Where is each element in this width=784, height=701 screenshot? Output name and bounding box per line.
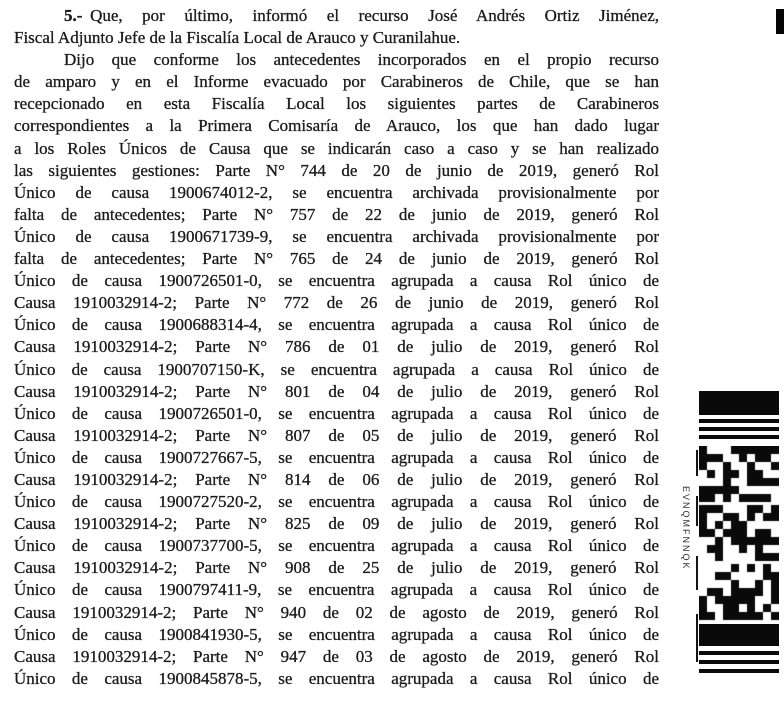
barcode-top-bar: [699, 391, 779, 415]
text-line-content: las siguientes gestiones: Parte N° 744 de 20 de junio de 2019, generó Rol: [14, 160, 659, 180]
text-line: [14, 160, 659, 182]
text-line: [14, 469, 659, 491]
document-body: [14, 5, 659, 690]
text-line: [14, 403, 659, 425]
text-line-content: Causa 1910032914-2; Parte N° 807 de 05 de julio de 2019, generó Rol: [14, 425, 659, 445]
text-line-content: Causa 1910032914-2; Parte N° 908 de 25 de julio de 2019, generó Rol: [14, 558, 659, 578]
text-line-content: Fiscal Adjunto Jefe de la Fiscalía Local de Arauco y Curanilahue.: [14, 28, 461, 48]
text-line-content: Causa 1910032914-2; Parte N° 825 de 09 de julio de 2019, generó Rol: [14, 514, 659, 534]
text-line-content: Único de causa 1900688314-4, se encuentra agrupada a causa Rol único de: [14, 315, 659, 335]
section-number: 5.-: [64, 6, 83, 25]
text-line: [14, 624, 659, 646]
text-line-content: Único de causa 1900841930-5, se encuentra agrupada a causa Rol único de: [14, 624, 659, 644]
text-line: [14, 292, 659, 314]
text-line-content: Dijo que conforme los antecedentes incorporados en el propio recurso: [64, 50, 659, 70]
text-line-content: Único de causa 1900671739-9, se encuentra archivada provisionalmente por: [14, 226, 659, 246]
text-line: [14, 447, 659, 469]
text-line-content: Causa 1910032914-2; Parte N° 940 de 02 de agosto de 2019, generó Rol: [14, 602, 659, 622]
barcode-stripe: [699, 419, 779, 423]
text-line-content: Único de causa 1900797411-9, se encuentra agrupada a causa Rol único de: [14, 580, 659, 600]
scan-artifact: [776, 9, 784, 34]
barcode-bottom-bar: [699, 624, 779, 646]
barcode-stripe: [699, 435, 779, 439]
scan-artifact: [696, 450, 698, 476]
barcode-matrix: [699, 446, 779, 622]
text-line: [14, 381, 659, 403]
barcode-stripe: [699, 651, 779, 655]
text-line-content: falta de antecedentes; Parte N° 757 de 22 de junio de 2019, generó Rol: [14, 204, 659, 224]
text-line-content: recepcionado en esta Fiscalía Local los siguientes partes de Carabineros: [14, 94, 659, 114]
barcode-bottom-stripes: [699, 651, 779, 673]
text-line-content: Causa 1910032914-2; Parte N° 801 de 04 de julio de 2019, generó Rol: [14, 381, 659, 401]
text-line-content: Único de causa 1900726501-0, se encuentra agrupada a causa Rol único de: [14, 271, 659, 291]
text-line: [14, 513, 659, 535]
verification-barcode: [699, 391, 779, 673]
text-line: [14, 557, 659, 579]
text-line: [14, 5, 659, 27]
text-line-content: Único de causa 1900726501-0, se encuentra agrupada a causa Rol único de: [14, 403, 659, 423]
text-line-content: de amparo y en el Informe evacuado por Carabineros de Chile, que se han: [14, 72, 659, 92]
text-line: [14, 49, 659, 71]
text-line-content: Único de causa 1900727520-2, se encuentra agrupada a causa Rol único de: [14, 492, 659, 512]
barcode-stripe: [699, 427, 779, 431]
text-line-content: Único de causa 1900727667-5, se encuentra agrupada a causa Rol único de: [14, 447, 659, 467]
text-line: [14, 425, 659, 447]
text-line: [14, 535, 659, 557]
text-line-content: Único de causa 1900737700-5, se encuentra agrupada a causa Rol único de: [14, 536, 659, 556]
text-line: [14, 602, 659, 624]
text-line-content: Único de causa 1900707150-K, se encuentra agrupada a causa Rol único de: [14, 359, 659, 379]
text-line: [14, 226, 659, 248]
text-line-content: Que, por último, informó el recurso José Andrés Ortiz Jiménez,: [90, 6, 659, 25]
text-line: [14, 579, 659, 601]
text-line-content: correspondientes a la Primera Comisaría de Arauco, los que han dado lugar: [14, 116, 659, 136]
text-line: [14, 668, 659, 690]
scan-artifact: [696, 556, 698, 590]
text-line-content: Causa 1910032914-2; Parte N° 786 de 01 de julio de 2019, generó Rol: [14, 337, 659, 357]
text-line: [14, 138, 659, 160]
barcode-stripe: [699, 669, 779, 673]
text-line: [14, 115, 659, 137]
text-line-content: Causa 1910032914-2; Parte N° 814 de 06 de julio de 2019, generó Rol: [14, 469, 659, 489]
scan-artifact: [696, 614, 698, 662]
text-line: [14, 336, 659, 358]
text-line: [14, 248, 659, 270]
text-line-content: falta de antecedentes; Parte N° 765 de 24 de junio de 2019, generó Rol: [14, 249, 659, 269]
text-line: [14, 182, 659, 204]
text-line-content: a los Roles Únicos de Causa que se indicarán caso a caso y se han realizado: [14, 138, 659, 158]
text-line-content: Causa 1910032914-2; Parte N° 947 de 03 de agosto de 2019, generó Rol: [14, 646, 659, 666]
text-line: [14, 359, 659, 381]
text-line: [14, 204, 659, 226]
barcode-code-label: EVNQMFNNQK: [681, 486, 691, 571]
text-line: [14, 314, 659, 336]
text-line: [14, 491, 659, 513]
scan-artifact: [696, 496, 698, 526]
text-line-content: Causa 1910032914-2; Parte N° 772 de 26 de junio de 2019, generó Rol: [14, 293, 659, 313]
text-line: [14, 27, 659, 49]
text-line: [14, 93, 659, 115]
text-line: [14, 270, 659, 292]
text-line-content: Único de causa 1900674012-2, se encuentra archivada provisionalmente por: [14, 182, 659, 202]
barcode-stripe: [699, 660, 779, 664]
text-line: [14, 71, 659, 93]
text-line: [14, 646, 659, 668]
text-line-content: Único de causa 1900845878-5, se encuentra agrupada a causa Rol único de: [14, 668, 659, 688]
